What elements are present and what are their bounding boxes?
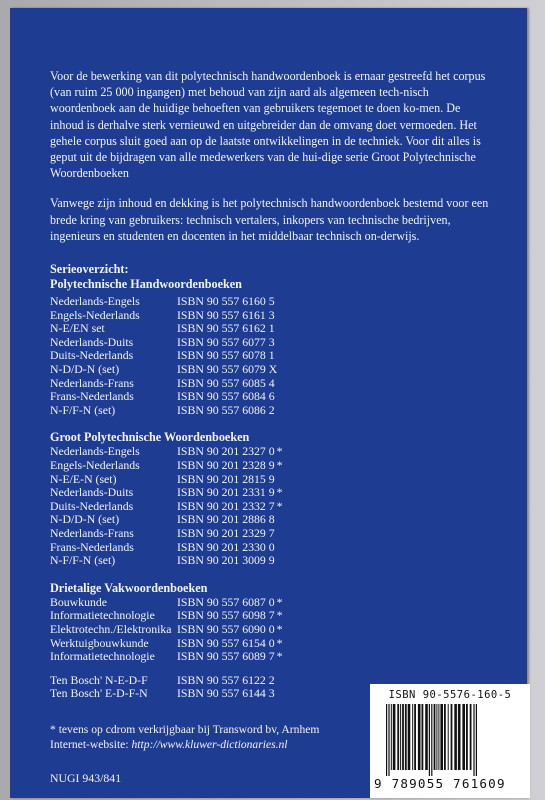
list-item xyxy=(50,390,495,404)
title-name: Duits-Nederlands xyxy=(50,348,134,363)
isbn-number: ISBN 90 201 2328 9 xyxy=(177,457,275,472)
title-name: Elektrotechn./Elektronika xyxy=(50,621,172,636)
title-name: Nederlands-Duits xyxy=(50,485,134,500)
barcode-ean: 9 789055 761609 xyxy=(374,776,506,791)
footnote xyxy=(50,723,319,752)
isbn-number: ISBN 90 557 6089 7 xyxy=(177,649,275,664)
title-name: Engels-Nederlands xyxy=(50,457,140,472)
barcode-bar xyxy=(454,704,457,770)
title-name: N-E/E-N (set) xyxy=(50,471,117,486)
isbn-number: ISBN 90 557 6154 0 xyxy=(177,635,275,650)
barcode-label xyxy=(370,684,530,798)
handwoordenboeken-list xyxy=(50,295,495,417)
barcode-bar xyxy=(422,704,424,770)
isbn-number: ISBN 90 557 6161 3 xyxy=(177,307,275,322)
title-name: N-F/F-N (set) xyxy=(50,553,116,568)
series-overview xyxy=(50,262,495,701)
barcode-isbn: ISBN 90-5576-160-5 xyxy=(388,689,512,701)
cdrom-star: * xyxy=(276,498,283,513)
list-item xyxy=(50,309,495,323)
list-item xyxy=(50,486,495,500)
barcode-bar xyxy=(388,704,389,776)
isbn-number: ISBN 90 201 2327 0 xyxy=(177,444,275,459)
title-name: Frans-Nederlands xyxy=(50,539,134,554)
list-item xyxy=(50,541,495,555)
isbn-number: ISBN 90 201 2329 7 xyxy=(177,525,275,540)
list-item xyxy=(50,322,495,336)
footnote-website xyxy=(50,738,319,753)
list-item xyxy=(50,473,495,487)
list-item xyxy=(50,336,495,350)
cdrom-star: * xyxy=(276,621,283,636)
isbn-number: ISBN 90 557 6079 X xyxy=(177,362,278,376)
nugi-code: NUGI 943/841 xyxy=(50,771,122,785)
barcode-bar xyxy=(476,704,477,776)
cdrom-star: * xyxy=(276,457,283,472)
barcode-bar xyxy=(408,704,411,770)
isbn-number: ISBN 90 201 2330 0 xyxy=(177,539,275,554)
list-item xyxy=(50,363,495,377)
isbn-number: ISBN 90 557 6090 0 xyxy=(177,621,275,636)
title-name: Nederlands-Engels xyxy=(50,294,140,309)
intro-paragraph-1: Voor de bewerking van dit polytechnisch handwoordenboek is ernaar gestreefd het corpus (van ruim 25 000 ingangen) met behoud van zijn aard als algemeen tech-nisch woordenboek aan de huidige behoeften van gebruikers tegemoet te doen ko-men. De inhoud is derhalve sterk vernieuwd en uitgebreider dan de omvang doet vermoeden. Het gehele corpus sluit goed aan op de laatste ontwikkelingen in de techniek. Voor dit alles is geput uit de bijdragen van alle medewerkers van de hui-dige serie Groot Polytechnische Woordenboeken xyxy=(50,69,486,181)
back-cover xyxy=(10,8,527,798)
list-item xyxy=(50,609,495,623)
cdrom-star: * xyxy=(276,649,283,664)
footnote-cdrom: * tevens op cdrom verkrijgbaar bij Transword bv, Arnhem xyxy=(50,723,320,736)
title-name: Informatietechnologie xyxy=(50,649,155,664)
list-item xyxy=(50,650,495,664)
isbn-number: ISBN 90 201 2331 9 xyxy=(177,485,275,500)
series-heading: Serieoverzicht: xyxy=(50,262,129,277)
list-item xyxy=(50,623,495,637)
title-name: Ten Bosch' E-D-F-N xyxy=(50,686,148,701)
list-item xyxy=(50,527,495,541)
barcode-bar xyxy=(412,704,413,770)
barcode-bar xyxy=(391,704,392,770)
list-item xyxy=(50,295,495,309)
handwoordenboeken-heading: Polytechnische Handwoordenboeken xyxy=(50,277,242,292)
list-item xyxy=(50,596,495,610)
barcode-bar xyxy=(386,704,387,776)
website-label: Internet-website: xyxy=(50,737,132,751)
barcode-bar xyxy=(425,704,428,770)
list-item xyxy=(50,445,495,459)
isbn-number: ISBN 90 557 6078 1 xyxy=(177,348,275,363)
list-item xyxy=(50,377,495,391)
title-name: Nederlands-Engels xyxy=(50,444,140,459)
title-name: Nederlands-Frans xyxy=(50,375,134,390)
barcode-bar xyxy=(448,704,449,770)
list-item xyxy=(50,637,495,651)
drietalig-heading: Drietalige Vakwoordenboeken xyxy=(50,580,208,595)
isbn-number: ISBN 90 201 2886 8 xyxy=(177,512,275,527)
list-item xyxy=(50,349,495,363)
isbn-number: ISBN 90 557 6084 6 xyxy=(177,389,275,404)
title-name: N-D/D-N (set) xyxy=(50,512,120,527)
text-column xyxy=(50,68,495,701)
groot-list xyxy=(50,445,495,567)
title-name: Werktuigbouwkunde xyxy=(50,635,149,650)
isbn-number: ISBN 90 557 6087 0 xyxy=(177,594,275,609)
isbn-number: ISBN 90 557 6160 5 xyxy=(177,294,275,309)
list-item xyxy=(50,404,495,418)
isbn-number: ISBN 90 557 6077 3 xyxy=(177,334,275,349)
isbn-number: ISBN 90 557 6162 1 xyxy=(177,321,275,336)
isbn-number: ISBN 90 557 6086 2 xyxy=(177,402,275,417)
barcode-bar xyxy=(431,704,432,776)
title-name: Frans-Nederlands xyxy=(50,389,134,404)
title-name: N-E/EN set xyxy=(50,321,105,336)
barcode-bar xyxy=(402,704,404,770)
barcode-bar xyxy=(436,704,437,770)
barcode-bar xyxy=(440,704,443,770)
intro-paragraph-2: Vanwege zijn inhoud en dekking is het polytechnisch handwoordenboek bestemd voor een brede kring van gebruikers: technisch vertalers, inkopers van technische bedrijven, ingenieurs en studenten en docenten in het middelbaar technisch on-derwijs. xyxy=(50,196,489,243)
isbn-number: ISBN 90 201 3009 9 xyxy=(177,553,275,568)
barcode-bar xyxy=(438,704,439,770)
list-item xyxy=(50,500,495,514)
barcode-bar xyxy=(414,704,416,770)
title-name: Informatietechnologie xyxy=(50,608,155,623)
list-item xyxy=(50,513,495,527)
cdrom-star: * xyxy=(276,594,283,609)
barcode-bar xyxy=(400,704,401,770)
title-name: N-D/D-N (set) xyxy=(50,362,120,376)
isbn-number: ISBN 90 557 6144 3 xyxy=(177,686,275,701)
barcode-bar xyxy=(434,704,436,770)
title-name: N-F/F-N (set) xyxy=(50,402,116,417)
isbn-number: ISBN 90 557 6098 7 xyxy=(177,608,275,623)
barcode-bar xyxy=(444,704,446,770)
cdrom-star: * xyxy=(276,444,283,459)
barcode-bar xyxy=(429,704,430,776)
barcode-bar xyxy=(393,704,396,770)
drietalig-list xyxy=(50,596,495,664)
barcode-bar xyxy=(458,704,461,770)
isbn-number: ISBN 90 201 2332 7 xyxy=(177,498,275,513)
barcode-bar xyxy=(418,704,421,770)
cdrom-star: * xyxy=(276,608,283,623)
isbn-number: ISBN 90 557 6085 4 xyxy=(177,375,275,390)
title-name: Ten Bosch' N-E-D-F xyxy=(50,672,148,687)
barcode-bar xyxy=(470,704,472,770)
barcode-bar xyxy=(462,704,465,770)
website-url: http://www.kluwer-dictionaries.nl xyxy=(131,737,288,751)
list-item xyxy=(50,554,495,568)
cdrom-star: * xyxy=(276,635,283,650)
title-name: Nederlands-Duits xyxy=(50,334,134,349)
title-name: Engels-Nederlands xyxy=(50,307,140,322)
groot-heading: Groot Polytechnische Woordenboeken xyxy=(50,430,250,445)
title-name: Duits-Nederlands xyxy=(50,498,134,513)
barcode-bar xyxy=(451,704,453,770)
cdrom-star: * xyxy=(276,485,283,500)
barcode-bar xyxy=(466,704,468,770)
isbn-number: ISBN 90 201 2815 9 xyxy=(177,471,275,486)
barcode-bar xyxy=(473,704,474,776)
isbn-number: ISBN 90 557 6122 2 xyxy=(177,672,275,687)
list-item xyxy=(50,459,495,473)
barcode-bar xyxy=(397,704,399,770)
barcode-bar xyxy=(405,704,407,770)
barcode-image xyxy=(384,704,518,776)
title-name: Bouwkunde xyxy=(50,594,108,609)
title-name: Nederlands-Frans xyxy=(50,525,134,540)
